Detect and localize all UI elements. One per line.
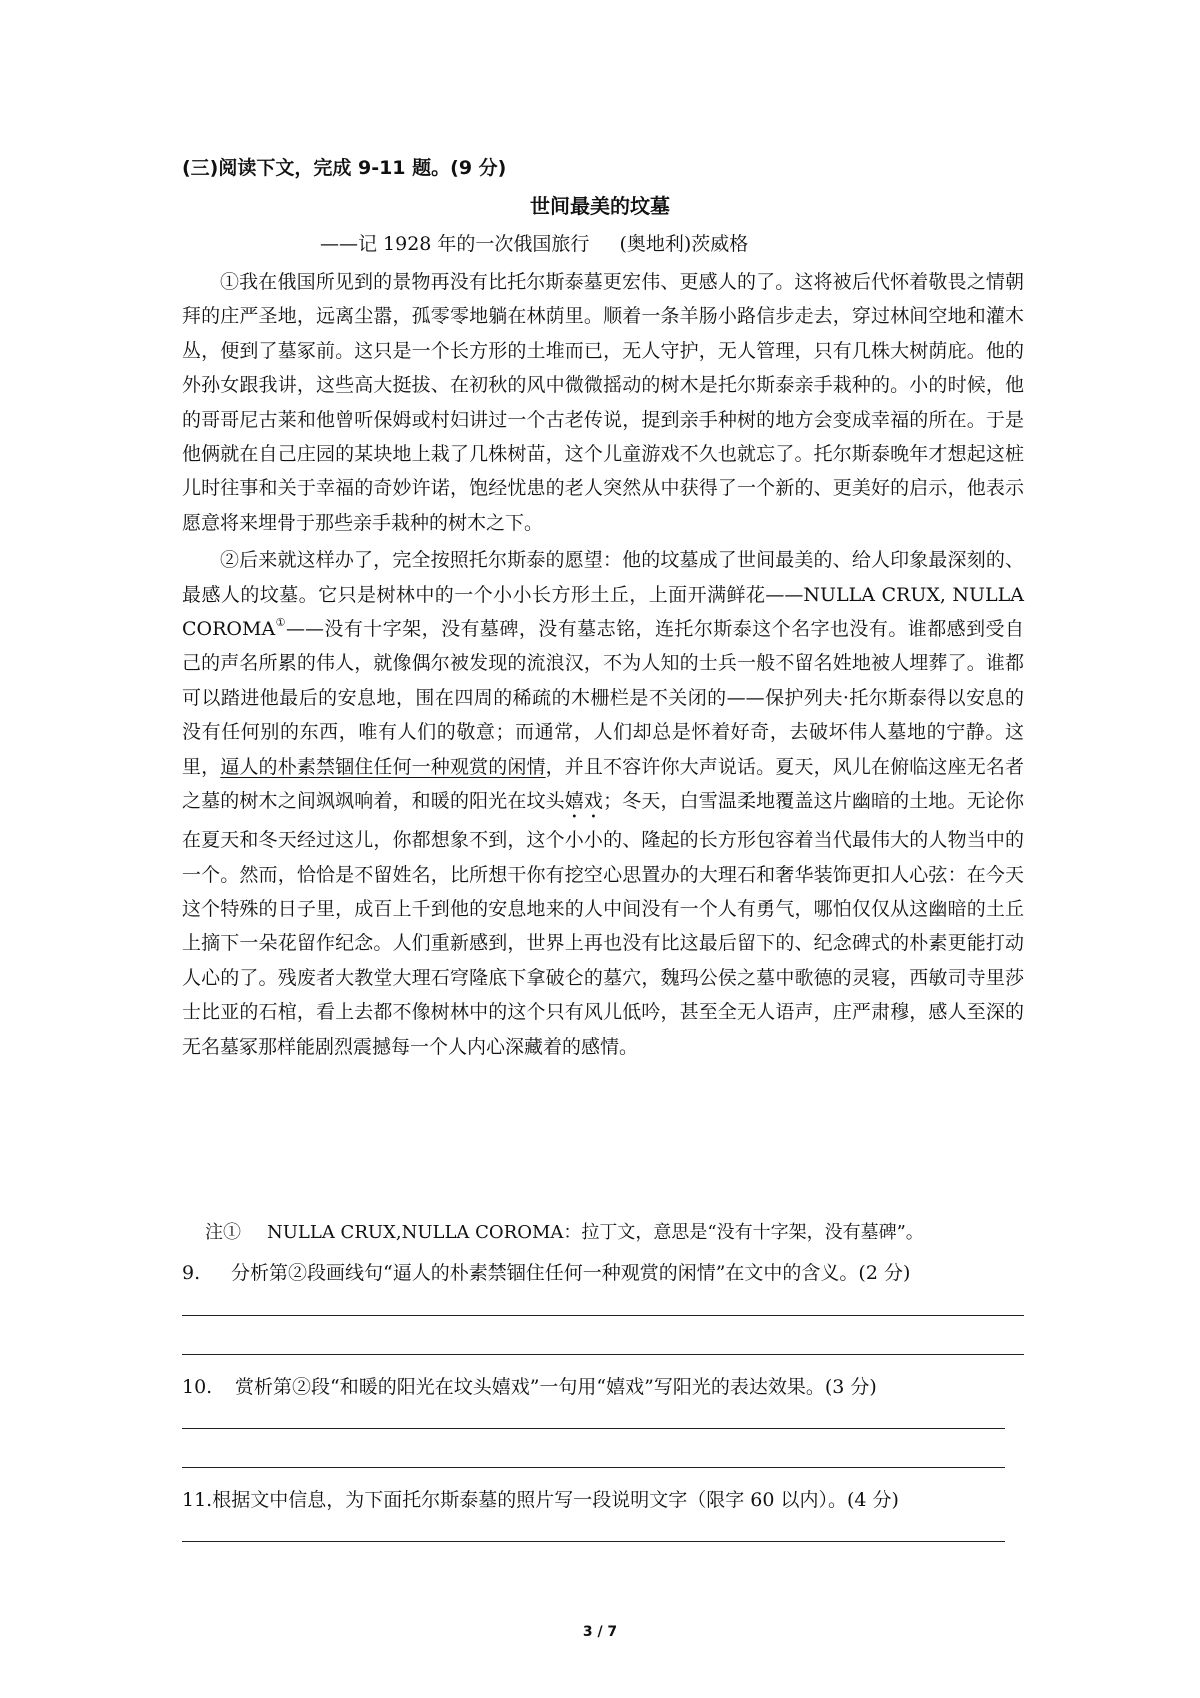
- section-heading: (三)阅读下文，完成 9-11 题。(9 分): [182, 157, 507, 179]
- question-11: [182, 1485, 899, 1512]
- page-number: 3 / 7: [582, 1624, 618, 1640]
- question-text: 赏析第②段“和暖的阳光在坟头嬉戏”一句用“嬉戏”写阳光的表达效果。(3 分): [235, 1376, 877, 1398]
- answer-line[interactable]: [182, 1541, 1005, 1542]
- question-number: 10.: [182, 1376, 213, 1398]
- question-10: [182, 1372, 877, 1399]
- paragraph-2-part-b: ——没有十字架，没有墓碑，没有墓志铭，连托尔斯泰这个名字也没有。谁都感到受自己的声名所累的伟人，就像偶尔被发现的流浪汉，不为人知的士兵一般不留名姓地被人埋葬了。谁都可以踏进他最后的安息地，围在四周的稀疏的木栅栏是不关闭的——保护列夫·托尔斯泰得以安息的没有任何别的东西，唯有人们的敬意；而通常，人们却总是怀着好奇，去破坏伟人墓地的宁静。这里，: [182, 618, 1024, 778]
- paragraph-2: [182, 543, 1024, 1064]
- dotted-word: 嬉戏: [564, 790, 604, 813]
- article-body: [182, 265, 1024, 1064]
- question-9: [182, 1258, 910, 1285]
- answer-line[interactable]: [182, 1354, 1024, 1355]
- answer-line[interactable]: [182, 1315, 1024, 1316]
- footnote-text: NULLA CRUX,NULLA COROMA：拉丁文，意思是“没有十字架，没有墓碑”。: [267, 1222, 924, 1243]
- paragraph-2-part-d: ；冬天，白雪温柔地覆盖这片幽暗的土地。无论你在夏天和冬天经过这儿，你都想象不到，这个小小的、隆起的长方形包容着当代最伟大的人物当中的一个。然而，恰恰是不留姓名，比所想干你有挖空心思置办的大理石和奢华装饰更扣人心弦：在今天这个特殊的日子里，成百上千到他的安息地来的人中间没有一个人有勇气，哪怕仅仅从这幽暗的土丘上摘下一朵花留作纪念。人们重新感到，世界上再也没有比这最后留下的、纪念碑式的朴素更能打动人心的了。残废者大教堂大理石穹隆底下拿破仑的墓穴，魏玛公侯之墓中歌德的灵寝，西敏司寺里莎士比亚的石棺，看上去都不像树林中的这个只有风儿低吟，甚至全无人语声，庄严肃穆，感人至深的无名墓冢那样能剧烈震撼每一个人内心深藏着的感情。: [182, 790, 1024, 1058]
- article-title: 世间最美的坟墓: [530, 194, 670, 218]
- author: (奥地利)茨威格: [619, 233, 749, 255]
- subtitle-text: ——记 1928 年的一次俄国旅行: [320, 233, 590, 255]
- answer-line[interactable]: [182, 1467, 1005, 1468]
- question-number: 11.: [182, 1489, 213, 1511]
- paragraph-2-part-a: ②后来就这样办了，完全按照托尔斯泰的愿望：他的坟墓成了世间最美的、给人印象最深刻的、最感人的坟墓。它只是树林中的一个小小长方形土丘，上面开满鲜花——NULLA CRUX, NULLA COROMA: [182, 549, 1024, 641]
- question-text: 分析第②段画线句“逼人的朴素禁锢住任何一种观赏的闲情”在文中的含义。(2 分): [231, 1262, 911, 1284]
- question-number: 9.: [182, 1262, 201, 1284]
- footnote-label: 注①: [205, 1222, 241, 1243]
- paragraph-1: ①我在俄国所见到的景物再没有比托尔斯泰墓更宏伟、更感人的了。这将被后代怀着敬畏之情朝拜的庄严圣地，远离尘嚣，孤零零地躺在林荫里。顺着一条羊肠小路信步走去，穿过林间空地和灌木丛，便到了墓冢前。这只是一个长方形的土堆而已，无人守护，无人管理，只有几株大树荫庇。他的外孙女跟我讲，这些高大挺拔、在初秋的风中微微摇动的树木是托尔斯泰亲手栽种的。小的时候，他的哥哥尼古莱和他曾听保姆或村妇讲过一个古老传说，提到亲手种树的地方会变成幸福的所在。于是他俩就在自己庄园的某块地上栽了几株树苗，这个儿童游戏不久也就忘了。托尔斯泰晚年才想起这桩儿时往事和关于幸福的奇妙许诺，饱经忧患的老人突然从中获得了一个新的、更美好的启示，他表示愿意将来埋骨于那些亲手栽种的树木之下。: [182, 271, 1024, 534]
- question-text: 根据文中信息，为下面托尔斯泰墓的照片写一段说明文字（限字 60 以内）。(4 分): [212, 1489, 899, 1511]
- footnote-marker: ①: [275, 616, 286, 630]
- answer-line[interactable]: [182, 1428, 1005, 1429]
- underlined-sentence: 逼人的朴素禁锢住任何一种观赏的闲情: [220, 755, 546, 778]
- paragraph-2-part-c: ，并且不容许你大声说话。夏天，风儿在俯临这座无名者之墓的树木之间飒飒响着，和暖的阳光在坟头: [182, 755, 1024, 813]
- footnote: [205, 1218, 924, 1244]
- article-subtitle: [320, 229, 748, 256]
